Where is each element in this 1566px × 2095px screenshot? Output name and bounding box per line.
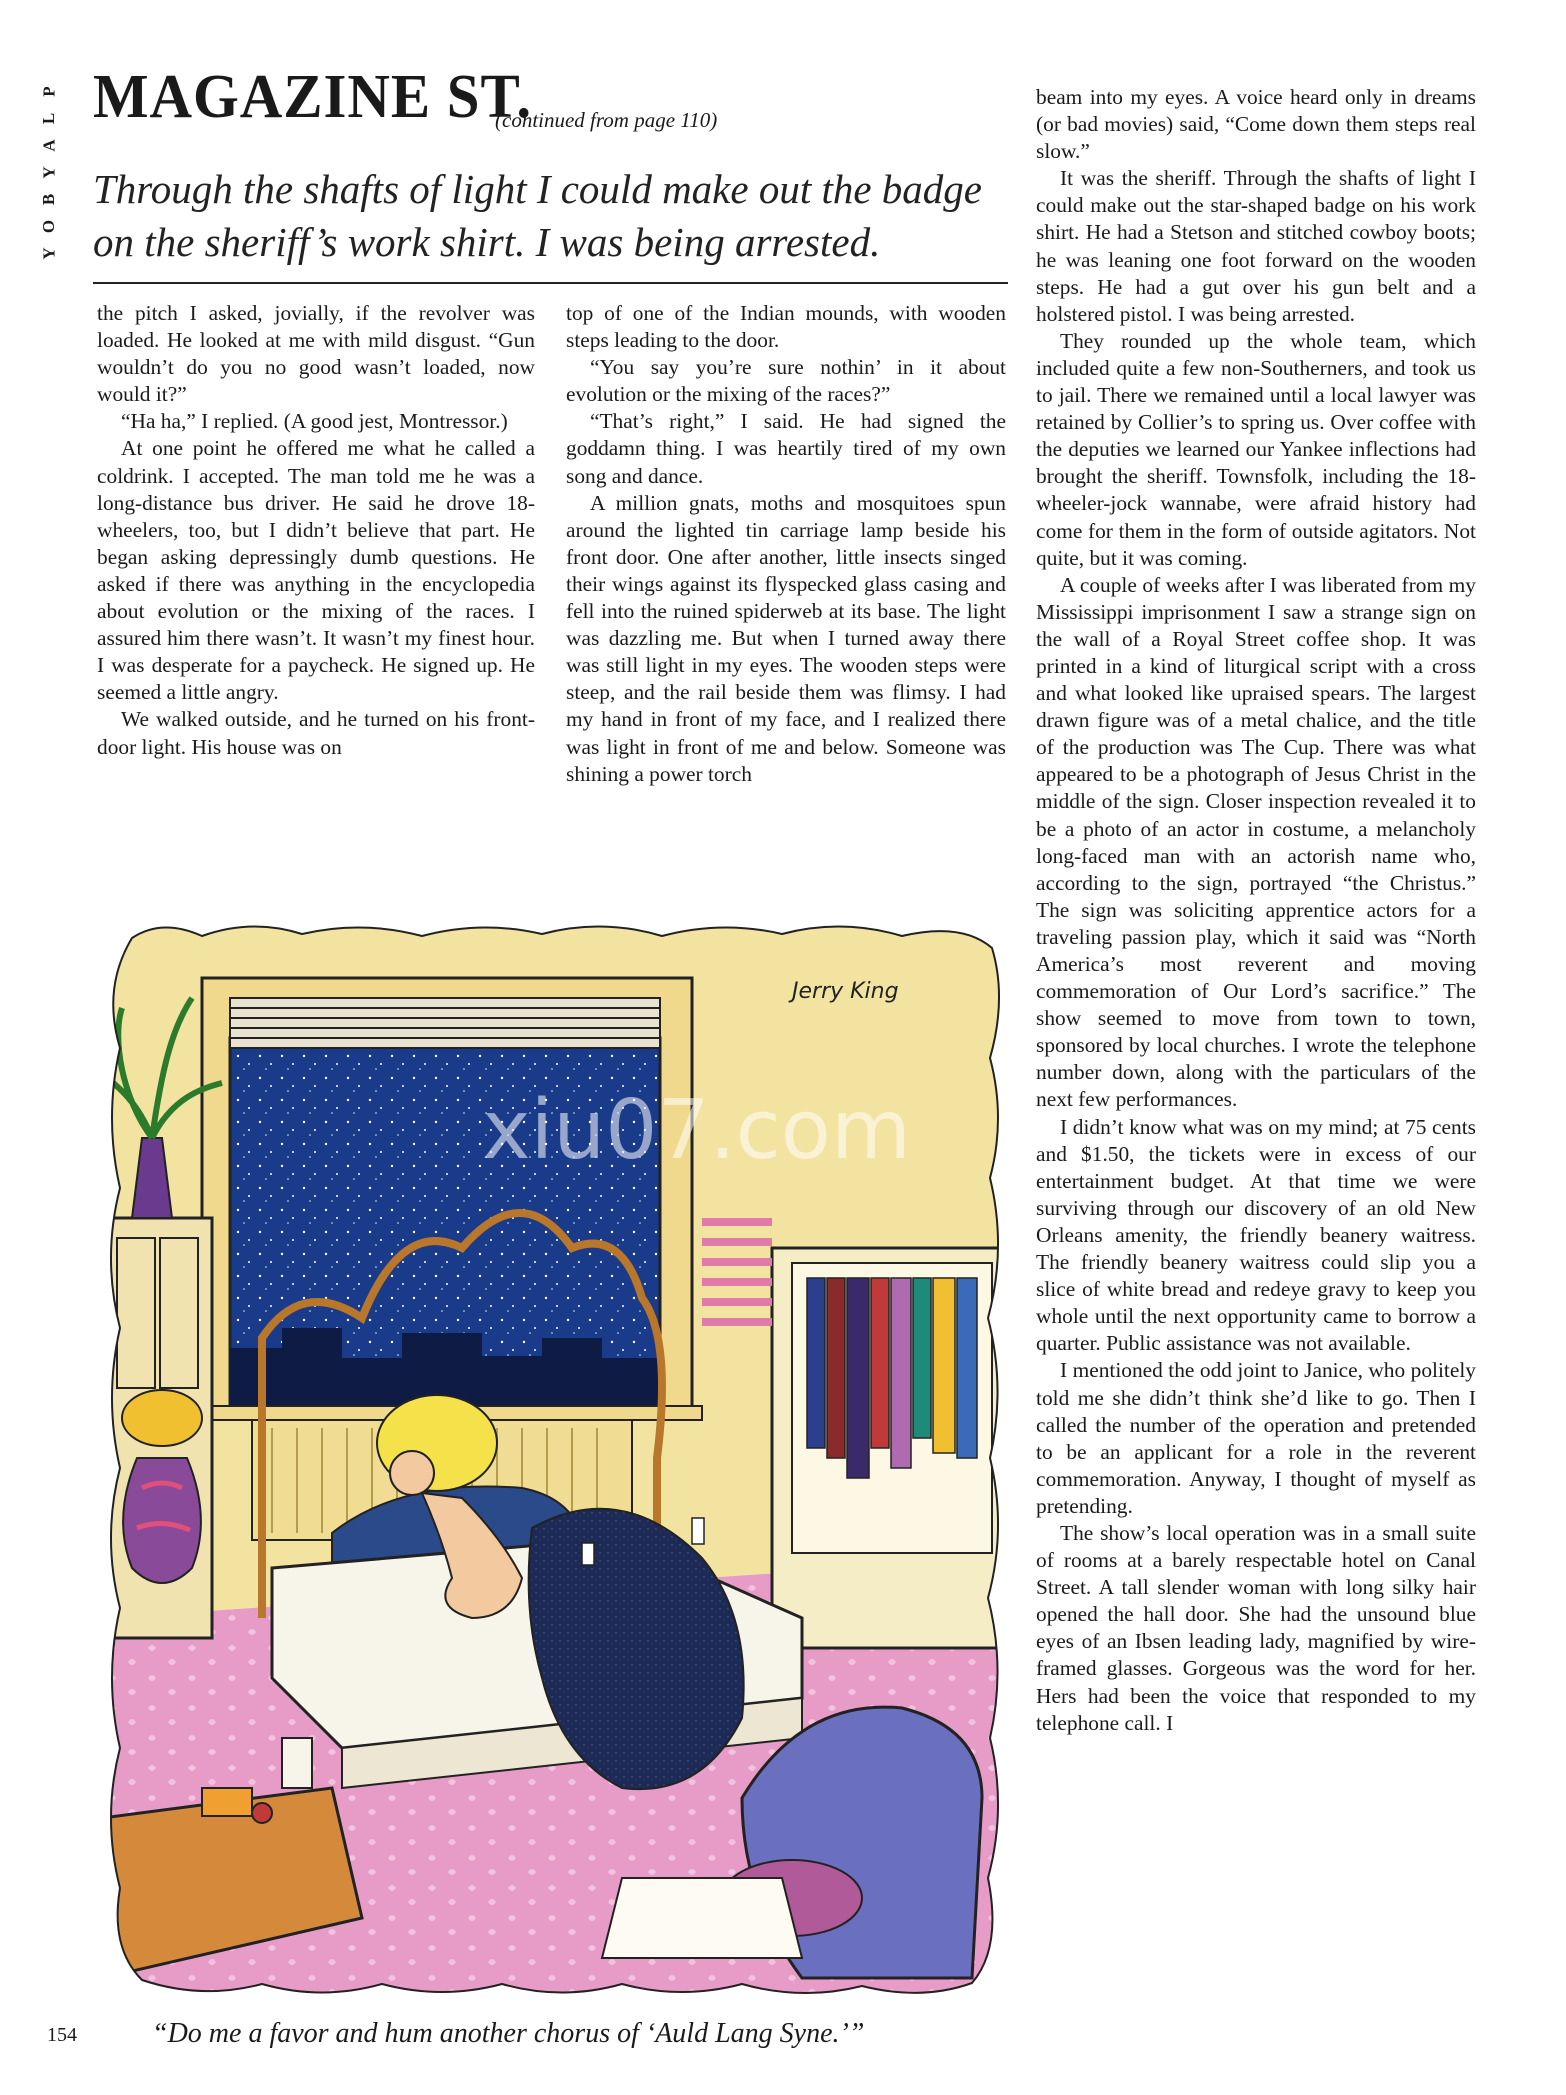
paragraph: the pitch I asked, jovially, if the revolver was loaded. He looked at me with mild disgust. “Gun wouldn’t do you no good wasn’t loaded, now would it?”: [97, 301, 535, 407]
continued-note: (continued from page 110): [495, 108, 718, 132]
sidebar-letter: O: [39, 219, 59, 234]
cartoon-illustration: [102, 918, 1007, 2001]
article-header: [93, 62, 1008, 133]
paragraph: top of one of the Indian mounds, with wooden steps leading to the door.: [566, 301, 1006, 353]
paragraph: It was the sheriff. Through the shafts of light I could make out the star-shaped badge on his work shirt. He had a Stetson and stitched cowboy boots; he was leaning one foot forward on the wooden steps. He had a gut over his gun belt and a holstered pistol. I was being arrested.: [1036, 166, 1476, 326]
artist-signature: Jerry King: [792, 979, 899, 1004]
paragraph: We walked outside, and he turned on his front-door light. His house was on: [97, 707, 535, 759]
paragraph: At one point he offered me what he called a coldrink. I accepted. The man told me he was a long-distance bus driver. He said he drove 18-wheelers, too, but I didn’t believe that part. He began asking depressingly dumb questions. He asked if there was anything in the encyclopedia about evolution or the mixing of the races. I assured him there wasn’t. It wasn’t my finest hour. I was desperate for a paycheck. He signed up. He seemed a little angry.: [97, 436, 535, 705]
page-number: 154: [47, 2024, 77, 2046]
watermark-text: xiu07.com: [482, 1083, 911, 1178]
sidebar-letter: Y: [39, 247, 59, 260]
paragraph: They rounded up the whole team, which included quite a few non-Southerners, and took us to jail. There we remained until a local lawyer was retained by Collier’s to spring us. Over coffee with the deputies we learned our Yankee inflections had brought the sheriff. Townsfolk, including the 18-wheeler-jock wannabe, were afraid history had come for them in the form of outside agitators. Not quite, but it was coming.: [1036, 328, 1476, 570]
paragraph: beam into my eyes. A voice heard only in dreams (or bad movies) said, “Come down them steps real slow.”: [1036, 85, 1476, 164]
paragraph: I didn’t know what was on my mind; at 75 cents and $1.50, the tickets were in excess of our entertainment budget. At that time we were surviving through our discovery of an old New Orleans amenity, the friendly beanery waitress. The friendly beanery waitress could slip you a slice of white bread and redeye gravy to keep you whole until the next opportunity came to borrow a quarter. Public assistance was not available.: [1036, 1114, 1476, 1356]
paragraph: A million gnats, moths and mosquitoes spun around the lighted tin carriage lamp beside his front door. One after another, little insects singed their wings against its flyspecked glass casing and fell into the ruined spiderweb at its base. The light was dazzling me. But when I turned away there was still light in my eyes. The wooden steps were steep, and the rail beside them was flimsy. I had my hand in front of my face, and I realized there was light in front of me and below. Someone was shining a power torch: [566, 490, 1006, 786]
magazine-sidebar-logo: [36, 78, 62, 267]
sidebar-letter: P: [39, 86, 59, 97]
pull-quote-deck: Through the shafts of light I could make out the badge on the sheriff’s work shirt. I was being arrested.: [93, 166, 983, 265]
sidebar-letter: A: [39, 139, 59, 152]
sidebar-letter: B: [39, 193, 59, 206]
paragraph: The show’s local operation was in a small suite of rooms at a barely respectable hotel on Canal Street. A tall slender woman with long silky hair opened the hall door. She had the unsound blue eyes of an Ibsen leading lady, magnified by wire-framed glasses. Gorgeous was the word for her. Hers had been the voice that responded to my telephone call. I: [1036, 1520, 1476, 1735]
paragraph: “You say you’re sure nothin’ in it about evolution or the mixing of the races?”: [566, 355, 1006, 407]
paragraph: “Ha ha,” I replied. (A good jest, Montressor.): [121, 409, 508, 434]
paragraph: “That’s right,” I said. He had signed the goddamn thing. I was heartily tired of my own song and dance.: [566, 409, 1006, 488]
text-column-1: [97, 300, 535, 761]
cartoon-caption: “Do me a favor and hum another chorus of ‘Auld Lang Syne.’”: [152, 2018, 865, 2049]
header-rule: [93, 282, 1008, 284]
paragraph: A couple of weeks after I was liberated from my Mississippi imprisonment I saw a strange sign on the wall of a Royal Street coffee shop. It was printed in a kind of liturgical script with a cross and what looked like upraised spears. The largest drawn figure was of a metal chalice, and the title of the production was The Cup. There was what appeared to be a photograph of Jesus Christ in the middle of the sign. Closer inspection revealed it to be a photo of an actor in costume, a melancholy long-faced man with an actorish name who, according to the sign, portrayed “the Christus.” The sign was soliciting apprentice actors for a traveling passion play, which it said was “North America’s most reverent and moving commemoration of Our Lord’s sacrifice.” The show seemed to move from town to town, sponsored by local churches. I wrote the telephone number down, along with the particulars of the next few performances.: [1036, 572, 1476, 1112]
text-column-3: [1036, 84, 1476, 1737]
sidebar-letter: L: [39, 112, 59, 125]
sidebar-letter: Y: [39, 166, 59, 179]
text-column-2: [566, 300, 1006, 788]
article-title: MAGAZINE ST.: [93, 63, 533, 131]
paragraph: I mentioned the odd joint to Janice, who politely told me she didn’t think she’d like to go. Then I called the number of the operation and pretended to be an applicant for a role in the reverent commemoration. Anyway, I thought of myself as pretending.: [1036, 1358, 1476, 1518]
